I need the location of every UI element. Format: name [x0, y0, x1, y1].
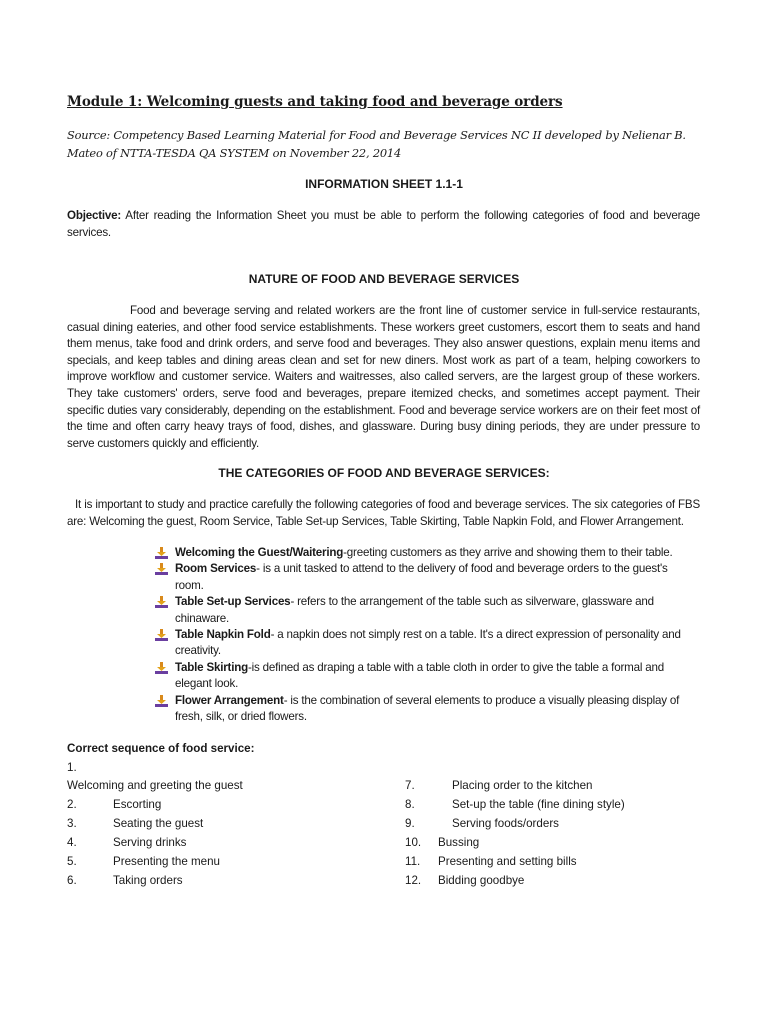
category-term: Flower Arrangement — [175, 693, 284, 707]
step-label: Set-up the table (fine dining style) — [452, 798, 625, 811]
step-label: Presenting the menu — [113, 855, 220, 868]
category-description: - refers to the arrangement of the table such as silverware, glassware and chinaware. — [175, 595, 654, 625]
sequence-first-number: 1. — [67, 761, 77, 774]
nature-text: Food and beverage serving and related workers are the front line of customer service in full-service restaurants, casual dining eateries, and other food service establishments. These workers greet customers, escort them to seats and hand them menus, take food and drink orders, and serve food and beverages. They also answer questions, explain menu items and specials, and keep tables and dining areas clean and set for new diners. Most work as part of a team, helping coworkers to improve workflow and customer service. Waiters and waitresses, also called servers, are the largest group of these workers. They take customers' orders, serve food and beverages, prepare itemized checks, and sometimes accept payment. Their specific duties vary considerably, depending on the establishment. Food and beverage service workers are on their feet most of the time and often carry heavy trays of food, dishes, and glassware. During busy dining periods, they are under pressure to serve customers quickly and efficiently. — [67, 304, 700, 450]
category-description: - is a unit tasked to attend to the delivery of food and beverage orders to the guest's room. — [175, 562, 668, 592]
category-item — [155, 693, 695, 726]
step-label: Bidding goodbye — [438, 874, 525, 887]
category-term: Table Skirting — [175, 660, 249, 674]
step-number: 5. — [67, 855, 77, 868]
module-title: Module 1: Welcoming guests and taking food and beverage orders — [67, 94, 563, 110]
categories-heading: THE CATEGORIES OF FOOD AND BEVERAGE SERVICES: — [218, 466, 550, 480]
category-term: Room Services — [175, 562, 257, 576]
category-term: Table Napkin Fold — [175, 628, 271, 642]
step-number: 6. — [67, 874, 77, 887]
category-item — [155, 660, 695, 693]
categories-intro-text: It is important to study and practice carefully the following categories of food and beverage services. The six categories of FBS are: Welcoming the guest, Room Service, Table Set-up Services, Table Skirting, Table Napkin Fold, and Flower Arrangement. — [67, 498, 700, 528]
step-number: 10. — [405, 836, 422, 849]
category-description: -is defined as draping a table with a table cloth in order to give the table a formal and elegant look. — [175, 660, 664, 691]
step-label: Presenting and setting bills — [438, 855, 577, 868]
category-description: - a napkin does not simply rest on a table. It's a direct expression of personality and creativity. — [175, 628, 681, 658]
nature-paragraph — [67, 303, 700, 452]
step-number: 2. — [67, 798, 77, 811]
step-number: 4. — [67, 836, 77, 849]
step-label: Escorting — [113, 798, 162, 811]
step-number: 12. — [405, 874, 422, 887]
category-item — [155, 627, 695, 660]
category-description: -greeting customers as they arrive and showing them to their table. — [343, 546, 673, 559]
arrow-bullet-icon — [155, 596, 168, 608]
category-item — [155, 545, 695, 561]
info-sheet-heading: INFORMATION SHEET 1.1-1 — [305, 177, 463, 191]
objective-label: Objective: — [67, 209, 122, 222]
sequence-first-label: Welcoming and greeting the guest — [67, 779, 243, 792]
step-label: Bussing — [438, 836, 480, 849]
step-number: 7. — [405, 779, 415, 792]
category-description: - is the combination of several elements to produce a visually pleasing display of fresh, silk, or dried flowers. — [175, 693, 680, 723]
categories-list — [155, 545, 695, 725]
step-label: Seating the guest — [113, 817, 204, 830]
sequence-title: Correct sequence of food service: — [67, 742, 255, 755]
category-item — [155, 561, 695, 594]
arrow-bullet-icon — [155, 547, 168, 559]
step-number: 9. — [405, 817, 415, 830]
category-term: Table Set-up Services — [175, 595, 291, 609]
arrow-bullet-icon — [155, 629, 168, 641]
objective-text: After reading the Information Sheet you must be able to perform the following categories of food and beverage services. — [67, 209, 700, 239]
category-term: Welcoming the Guest/Waitering — [175, 546, 344, 559]
categories-intro — [67, 497, 700, 530]
objective-paragraph — [67, 208, 700, 241]
category-item — [155, 594, 695, 627]
step-label: Serving drinks — [113, 836, 187, 849]
nature-heading: NATURE OF FOOD AND BEVERAGE SERVICES — [248, 272, 520, 286]
step-number: 11. — [405, 855, 421, 868]
step-number: 3. — [67, 817, 77, 830]
step-label: Serving foods/orders — [452, 817, 559, 830]
step-label: Placing order to the kitchen — [452, 779, 593, 792]
step-number: 8. — [405, 798, 415, 811]
source-citation: Source: Competency Based Learning Material for Food and Beverage Services NC II developed by Nelienar B. Mateo of NTTA-TESDA QA SYSTEM on November 22, 2014 — [67, 128, 686, 160]
arrow-bullet-icon — [155, 563, 168, 575]
step-label: Taking orders — [113, 874, 183, 887]
arrow-bullet-icon — [155, 662, 168, 674]
arrow-bullet-icon — [155, 695, 168, 707]
